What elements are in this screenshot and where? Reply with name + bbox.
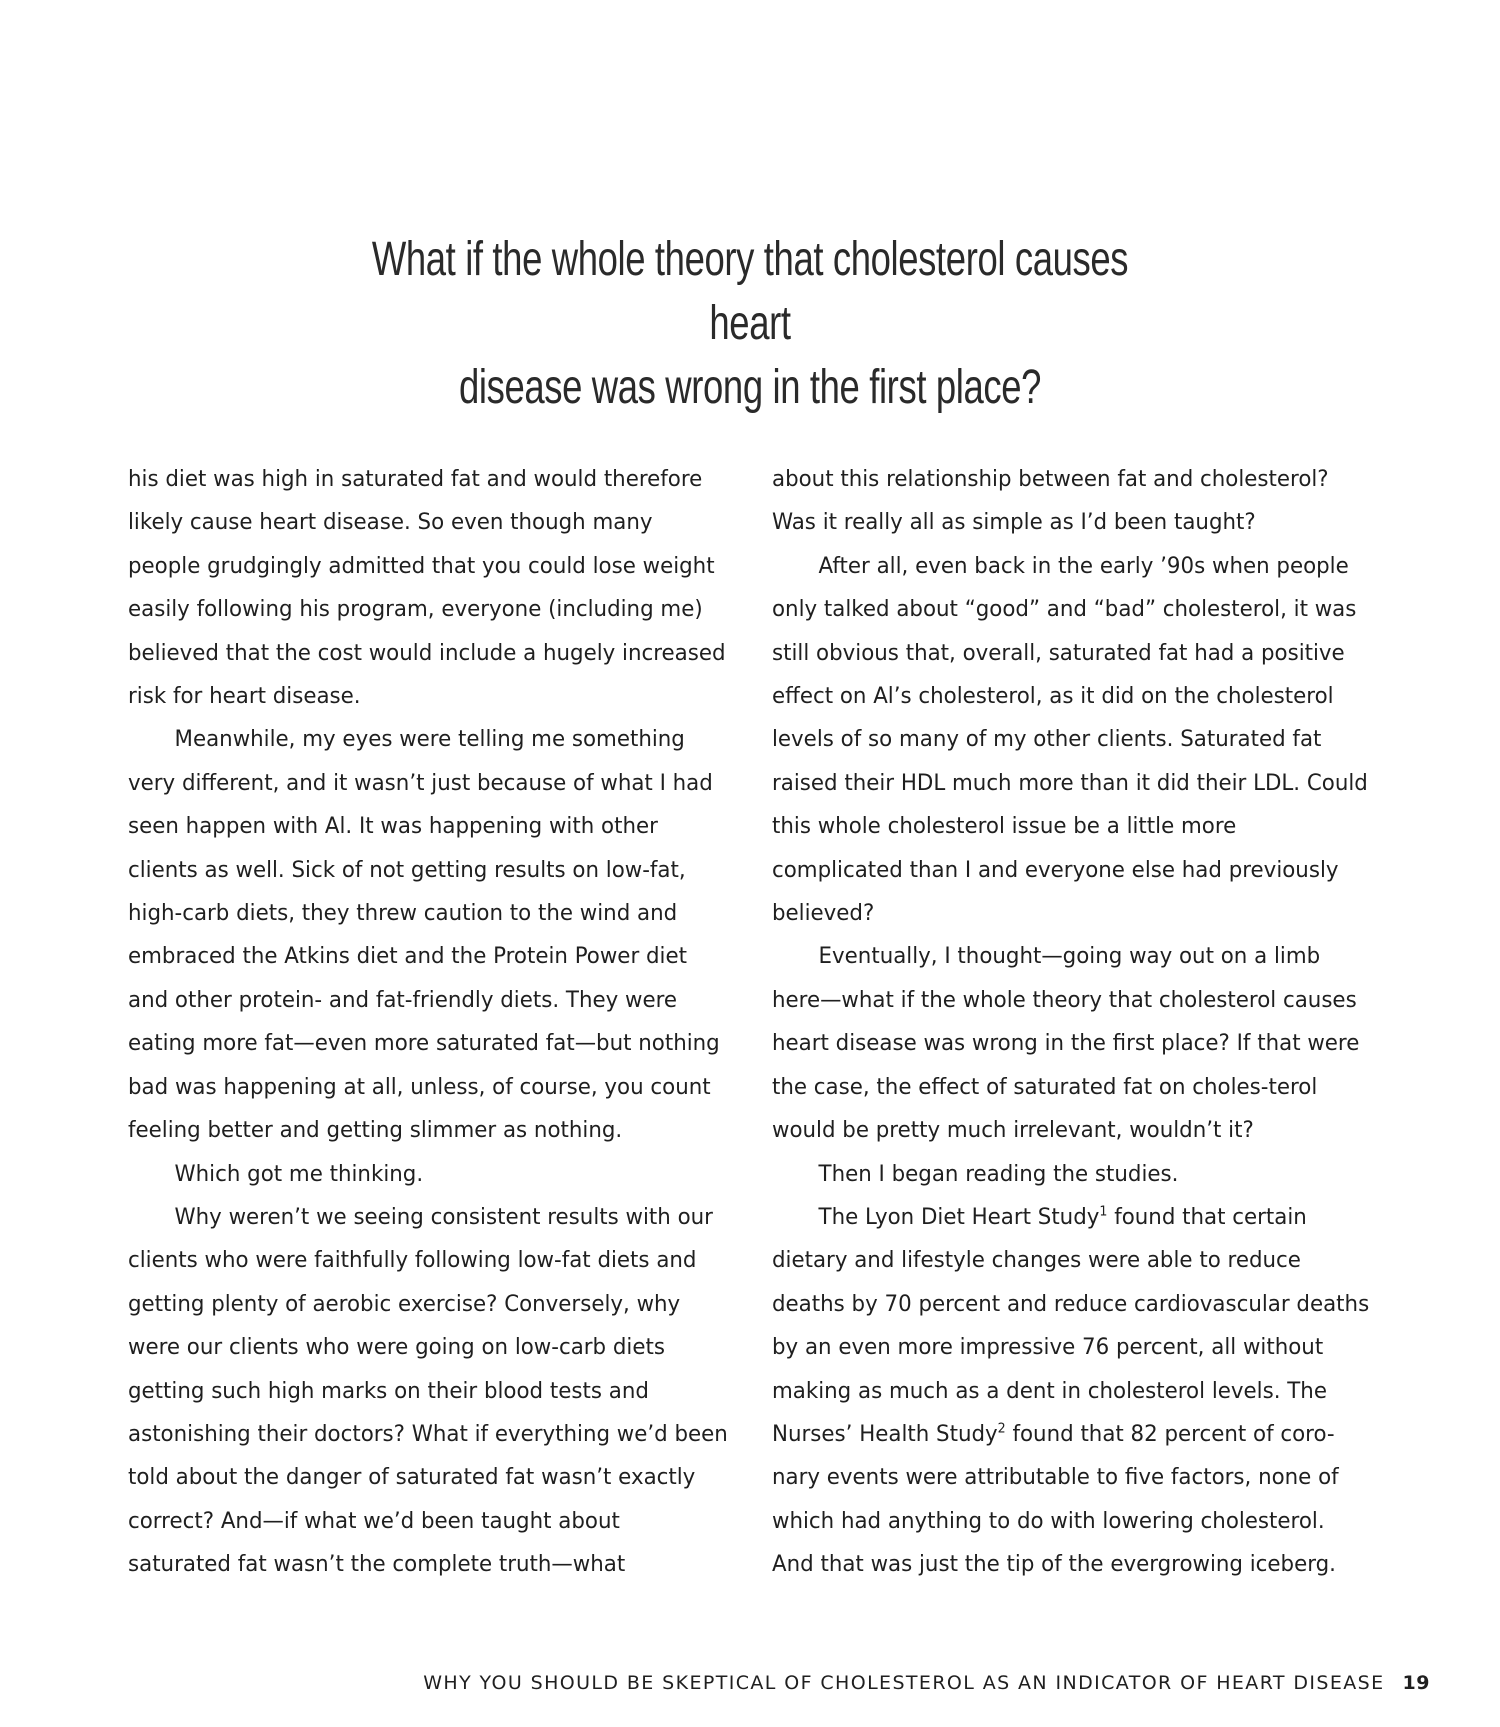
page-number: 19 bbox=[1402, 1672, 1430, 1694]
right-paragraph-2: After all, even back in the early ’90s when people only talked about “good” and “bad” cholesterol, it was still obvious that, overall, saturated fat had a positive effect on Al’s cholesterol, as it did on the cholesterol levels of so many of my other clients. Saturated fat raised their HDL much more than it did their LDL. Could this whole cholesterol issue be a little more complicated than I and everyone else had previously believed? bbox=[772, 553, 1368, 927]
right-column bbox=[772, 458, 1390, 1587]
left-paragraph-2: Meanwhile, my eyes were telling me something very different, and it wasn’t just because of what I had seen happen with Al. It was happening with other clients as well. Sick of not getting results on low-fat, high-carb diets, they threw caution to the wind and embraced the Atkins diet and the Protein Power diet and other protein- and fat-friendly diets. They were eating more fat—even more saturated fat—but nothing bad was happening at all, unless, of course, you count feeling better and getting slimmer as nothing. bbox=[128, 727, 720, 1144]
right-paragraph-5-part-b: found that certain dietary and lifestyle changes were able to reduce deaths by 70 percent and reduce cardiovascular deaths by an even more impressive 76 percent, all without making as much as a dent in cholesterol levels. The Nurses’ Health Study bbox=[772, 1204, 1370, 1447]
left-paragraph-1: his diet was high in saturated fat and would therefore likely cause heart disease. So even though many people grudgingly admitted that you could lose weight easily following his program, everyone (including me) believed that the cost would include a hugely increased risk for heart disease. bbox=[128, 467, 726, 710]
left-paragraph-3: Which got me thinking. bbox=[174, 1161, 424, 1187]
left-column bbox=[128, 458, 748, 1587]
right-paragraph-1: about this relationship between fat and cholesterol? Was it really all as simple as I’d been taught? bbox=[772, 467, 1329, 536]
right-paragraph-5-part-c: found that 82 percent of coro-nary events were attributable to five factors, none of which had anything to do with lowering cholesterol. And that was just the tip of the evergrowing iceberg. bbox=[772, 1421, 1339, 1578]
right-paragraph-3: Eventually, I thought—going way out on a limb here—what if the whole theory that cholesterol causes heart disease was wrong in the first place? If that were the case, the effect of saturated fat on choles-terol would be pretty much irrelevant, wouldn’t it? bbox=[772, 944, 1360, 1144]
pull-quote-line-1: What if the whole theory that cholesterol causes heart bbox=[371, 233, 1129, 350]
pull-quote bbox=[355, 228, 1145, 420]
pull-quote-line-2: disease was wrong in the first place? bbox=[458, 361, 1042, 414]
running-head: WHY YOU SHOULD BE SKEPTICAL OF CHOLESTEROL AS AN INDICATOR OF HEART DISEASE bbox=[423, 1672, 1385, 1694]
right-paragraph-4: Then I began reading the studies. bbox=[818, 1161, 1179, 1187]
footnote-marker-1: 1 bbox=[1099, 1204, 1108, 1220]
right-paragraph-5 bbox=[772, 1196, 1371, 1587]
left-paragraph-4: Why weren’t we seeing consistent results with our clients who were faithfully following low-fat diets and getting plenty of aerobic exercise? Conversely, why were our clients who were going on low-carb diets getting such high marks on their blood tests and astonishing their doctors? What if everything we’d been told about the danger of saturated fat wasn’t exactly correct? And—if what we’d been taught about saturated fat wasn’t the complete truth—what bbox=[128, 1204, 728, 1578]
page-footer bbox=[380, 1672, 1430, 1694]
right-paragraph-5-part-a: The Lyon Diet Heart Study bbox=[818, 1204, 1100, 1230]
footnote-marker-2: 2 bbox=[997, 1421, 1006, 1437]
